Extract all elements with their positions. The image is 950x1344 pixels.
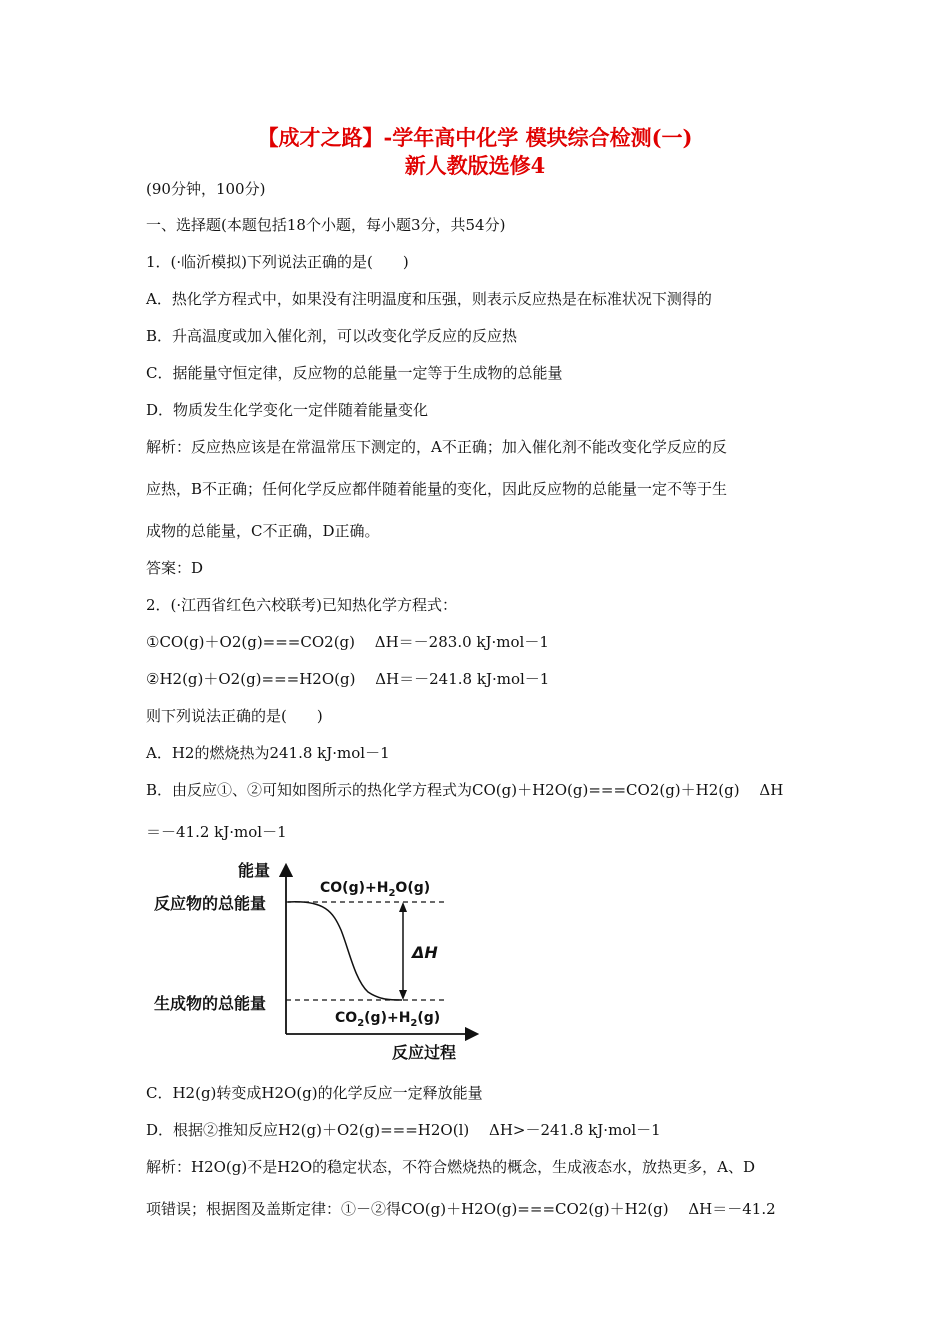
q2-ask: 则下列说法正确的是( ) [146, 707, 323, 725]
q2-equation-1: ①CO(g)＋O2(g)===CO2(g) ΔH＝－283.0 kJ·mol－1 [146, 633, 549, 651]
q2-option-a: A．H2的燃烧热为241.8 kJ·mol－1 [146, 744, 390, 762]
doc-title-line1: 【成才之路】-学年高中化学 模块综合检测(一) [257, 125, 693, 150]
q2-option-c: C．H2(g)转变成H2O(g)的化学反应一定释放能量 [146, 1084, 483, 1102]
x-axis-label: 反应过程 [392, 1043, 457, 1062]
products-label: $CO_2(g)+H_2(g)$ [335, 1010, 441, 1029]
product-level-label: 生成物的总能量 [154, 994, 267, 1013]
q1-option-a: A．热化学方程式中，如果没有注明温度和压强，则表示反应热是在标准状况下测得的 [146, 290, 712, 308]
q2-analysis-2: 项错误；根据图及盖斯定律：①－②得CO(g)＋H2O(g)===CO2(g)＋H2(g) ΔH＝－41.2 [146, 1200, 776, 1218]
q1-analysis-1: 解析：反应热应该是在常温常压下测定的，A不正确；加入催化剂不能改变化学反应的反 [146, 438, 727, 456]
q2-stem: 2．(·江西省红色六校联考)已知热化学方程式： [146, 596, 458, 614]
q2-option-b-1: B．由反应①、②可知如图所示的热化学方程式为CO(g)＋H2O(g)===CO2(g)＋H2(g) ΔH [146, 781, 784, 799]
doc-meta: (90分钟，100分) [146, 180, 266, 198]
q2-equation-2: ②H2(g)＋O2(g)===H2O(g) ΔH＝－241.8 kJ·mol－1 [146, 670, 550, 688]
reaction-curve [288, 902, 402, 1000]
section-heading: 一、选择题(本题包括18个小题，每小题3分，共54分) [146, 216, 506, 234]
q1-answer: 答案：D [146, 559, 204, 577]
q1-analysis-3: 成物的总能量，C不正确，D正确。 [146, 522, 380, 540]
q2-analysis-1: 解析：H2O(g)不是H2O的稳定状态，不符合燃烧热的概念，生成液态水，放热更多，A、D [146, 1158, 756, 1176]
q1-option-b: B．升高温度或加入催化剂，可以改变化学反应的反应热 [146, 327, 518, 345]
q1-stem: 1．(·临沂模拟)下列说法正确的是( ) [146, 253, 409, 271]
y-axis-label: 能量 [238, 861, 271, 880]
reactants-label: $CO(g)+H_2O(g)$ [320, 880, 431, 899]
delta-h-arrow-head-top [399, 902, 407, 912]
q2-option-b-2: ＝－41.2 kJ·mol－1 [146, 823, 287, 841]
q1-option-d: D．物质发生化学变化一定伴随着能量变化 [146, 401, 429, 419]
q2-option-d: D．根据②推知反应H2(g)＋O2(g)===H2O(l) ΔH>－241.8 kJ·mol－1 [146, 1121, 661, 1139]
energy-diagram [150, 852, 480, 1067]
reactant-level-label: 反应物的总能量 [154, 894, 267, 913]
delta-h-arrow-head-bottom [399, 990, 407, 1000]
q1-analysis-2: 应热，B不正确；任何化学反应都伴随着能量的变化，因此反应物的总能量一定不等于生 [146, 480, 728, 498]
doc-title-line2: 新人教版选修4 [404, 153, 546, 178]
delta-h-label: ΔH [412, 943, 438, 962]
q1-option-c: C．据能量守恒定律，反应物的总能量一定等于生成物的总能量 [146, 364, 563, 382]
